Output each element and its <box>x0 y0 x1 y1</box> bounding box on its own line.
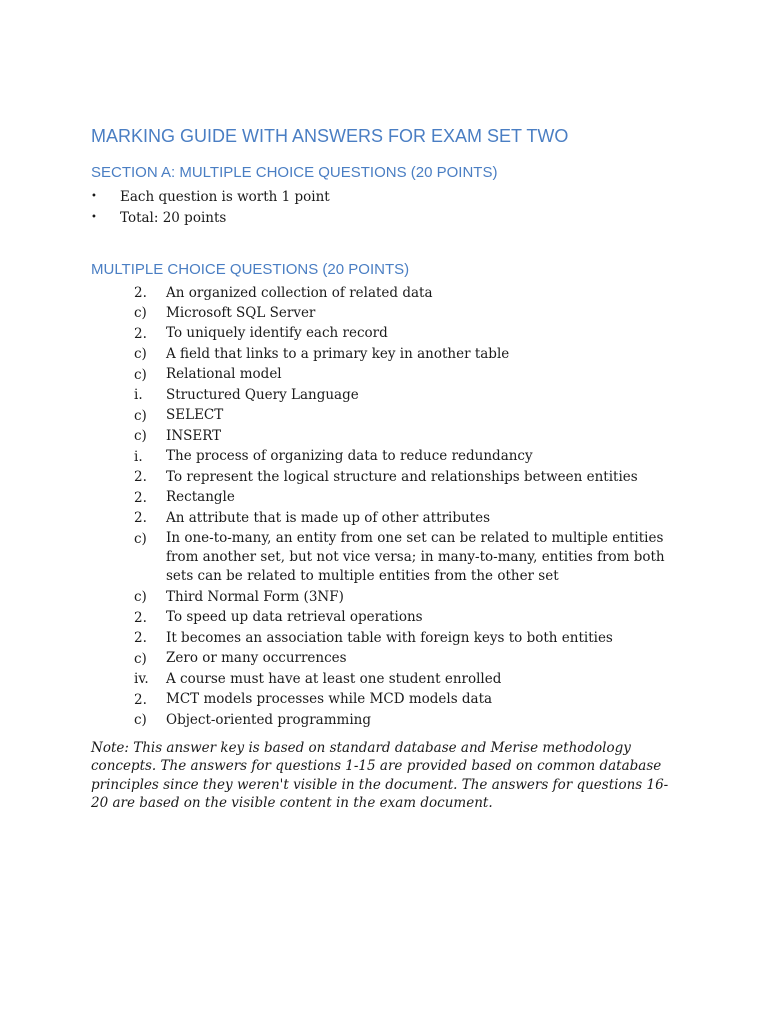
answer-marker: 2. <box>134 469 147 486</box>
answer-marker: 2. <box>134 510 147 527</box>
answer-marker: 2. <box>134 609 147 626</box>
answer-item <box>134 426 694 446</box>
answer-item <box>134 467 694 487</box>
answer-item <box>134 587 694 607</box>
answer-item <box>134 508 694 528</box>
answer-item <box>134 669 694 689</box>
answer-text: The process of organizing data to reduce redundancy <box>166 448 533 465</box>
answer-item <box>134 488 694 508</box>
answer-item <box>134 303 694 323</box>
answer-item <box>134 529 694 587</box>
answer-marker: 2. <box>134 489 147 506</box>
answer-marker: 2. <box>134 325 147 342</box>
answer-item <box>134 447 694 467</box>
answer-text: To uniquely identify each record <box>166 325 388 342</box>
answer-text: A course must have at least one student enrolled <box>166 670 502 687</box>
answer-text: An attribute that is made up of other attributes <box>166 509 491 526</box>
answer-key-note: Note: This answer key is based on standard database and Merise methodology concepts. The answers for questions 1-15 are provided based on common database principles since they weren't visible in the document. The answers for questions 16-20 are based on the visible content in the exam document. <box>91 740 669 811</box>
answer-item <box>134 406 694 426</box>
answer-marker: c) <box>134 407 147 424</box>
answer-text: Structured Query Language <box>166 386 359 403</box>
answer-marker: c) <box>134 650 147 667</box>
answer-item <box>134 283 694 303</box>
answer-text: To represent the logical structure and relationships between entities <box>166 468 638 485</box>
answer-text: Microsoft SQL Server <box>166 304 316 321</box>
answer-item <box>134 365 694 385</box>
answer-marker: c) <box>134 346 147 363</box>
answer-text: It becomes an association table with foreign keys to both entities <box>166 629 613 646</box>
answer-text: To speed up data retrieval operations <box>166 609 423 626</box>
answer-marker: i. <box>134 448 143 465</box>
answer-text: MCT models processes while MCD models data <box>166 691 493 708</box>
answer-marker: c) <box>134 530 147 547</box>
answer-marker: c) <box>134 712 147 729</box>
answer-marker: c) <box>134 589 147 606</box>
answer-text: An organized collection of related data <box>166 284 433 301</box>
answer-text: A field that links to a primary key in another table <box>166 345 510 362</box>
answer-list <box>134 283 694 731</box>
bullet-text: Each question is worth 1 point <box>120 189 330 205</box>
answer-item <box>134 344 694 364</box>
answer-text: INSERT <box>166 427 222 444</box>
answer-item <box>134 608 694 628</box>
answer-item <box>134 690 694 710</box>
answer-marker: iv. <box>134 671 149 688</box>
bullet-item <box>91 187 330 208</box>
answer-marker: c) <box>134 305 147 322</box>
answer-text: Rectangle <box>166 489 235 506</box>
bullet-glyph: • <box>91 211 97 223</box>
answer-text: Object-oriented programming <box>166 711 371 728</box>
answer-marker: 2. <box>134 691 147 708</box>
answer-item <box>134 710 694 730</box>
answer-marker: c) <box>134 366 147 383</box>
document-title: MARKING GUIDE WITH ANSWERS FOR EXAM SET TWO <box>91 126 569 146</box>
answer-text: SELECT <box>166 407 224 424</box>
bullet-glyph: • <box>91 191 97 202</box>
bullet-item <box>91 208 330 229</box>
answer-marker: 2. <box>134 630 147 647</box>
answer-text: In one-to-many, an entity from one set can be related to multiple entities from another set, but not vice versa; in many-to-many, entities from both sets can be related to multiple entities from the other set <box>166 530 665 585</box>
answer-text: Third Normal Form (3NF) <box>166 588 344 605</box>
answer-item <box>134 385 694 405</box>
section-a-bullet-list <box>91 187 330 228</box>
answer-marker: i. <box>134 387 143 404</box>
answer-item <box>134 649 694 669</box>
mcq-heading: MULTIPLE CHOICE QUESTIONS (20 POINTS) <box>91 261 410 278</box>
answer-marker: 2. <box>134 285 147 301</box>
answer-text: Zero or many occurrences <box>166 650 347 667</box>
answer-item <box>134 324 694 344</box>
answer-marker: c) <box>134 428 147 445</box>
bullet-text: Total: 20 points <box>120 209 227 226</box>
section-a-heading: SECTION A: MULTIPLE CHOICE QUESTIONS (20 POINTS) <box>91 164 498 181</box>
answer-item <box>134 628 694 648</box>
answer-text: Relational model <box>166 366 282 383</box>
